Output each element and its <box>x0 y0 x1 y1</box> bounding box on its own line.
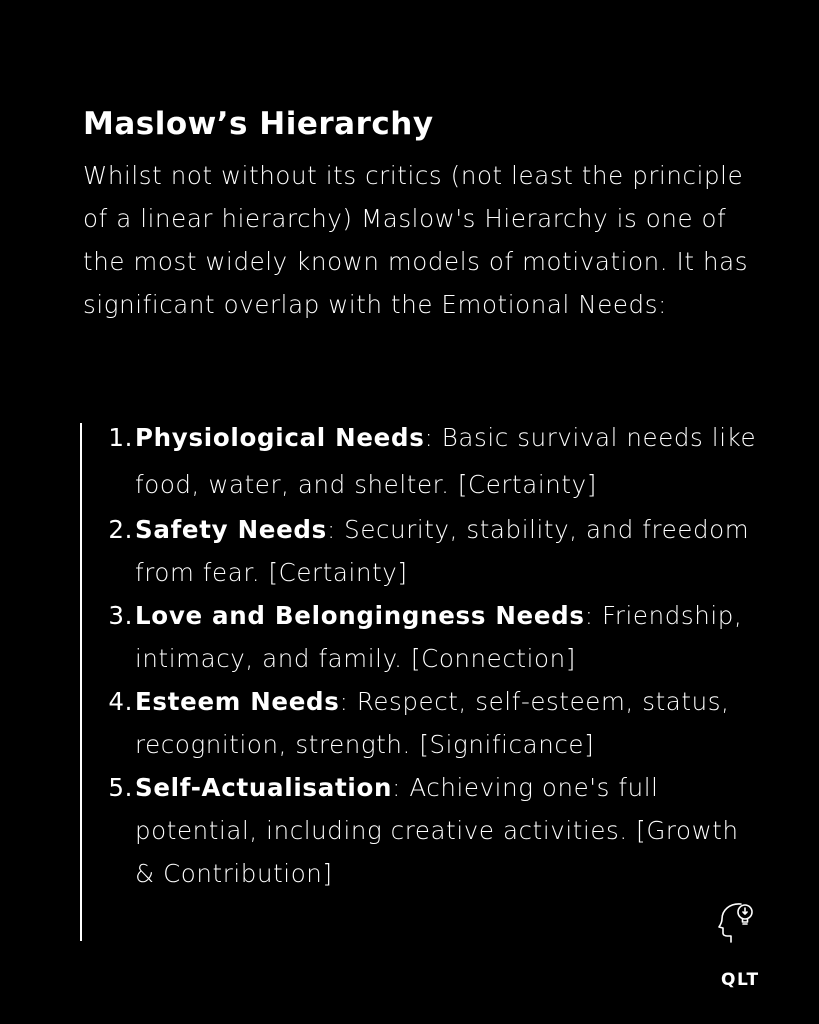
list-item <box>100 594 760 680</box>
item-number: 1. <box>108 423 133 452</box>
list-item <box>100 680 760 766</box>
page-title: Maslow’s Hierarchy <box>83 106 434 142</box>
brand-logo-text: QLT <box>721 970 760 990</box>
list-item <box>100 508 760 594</box>
item-heading: Safety Needs <box>135 515 327 544</box>
item-description: : Respect, self-esteem, status, recognition, strength. [Significance] <box>135 687 730 759</box>
item-heading: Esteem Needs <box>135 687 340 716</box>
item-description: : Security, stability, and freedom from fear. [Certainty] <box>135 515 750 587</box>
list-item <box>100 414 760 508</box>
item-number: 2. <box>108 515 133 544</box>
item-number: 4. <box>108 687 133 716</box>
list-accent-line <box>80 423 82 941</box>
item-heading: Physiological Needs <box>135 423 425 452</box>
intro-paragraph: Whilst not without its critics (not least the principle of a linear hierarchy) Maslow's Hierarchy is one of the most widely known models of motivation. It has significant overlap with the Emotional Needs: <box>83 161 749 319</box>
list-item <box>100 766 760 895</box>
item-heading: Self-Actualisation <box>135 773 393 802</box>
item-description: : Friendship, intimacy, and family. [Connection] <box>135 601 743 673</box>
item-heading: Love and Belongingness Needs <box>135 601 585 630</box>
item-description: : Basic survival needs like food, water, and shelter. [Certainty] <box>135 423 757 499</box>
item-description: : Achieving one's full potential, including creative activities. [Growth & Contribution] <box>135 773 739 888</box>
head-lightbulb-icon <box>716 898 762 944</box>
item-number: 5. <box>108 773 133 802</box>
needs-list <box>100 414 760 895</box>
item-number: 3. <box>108 601 133 630</box>
